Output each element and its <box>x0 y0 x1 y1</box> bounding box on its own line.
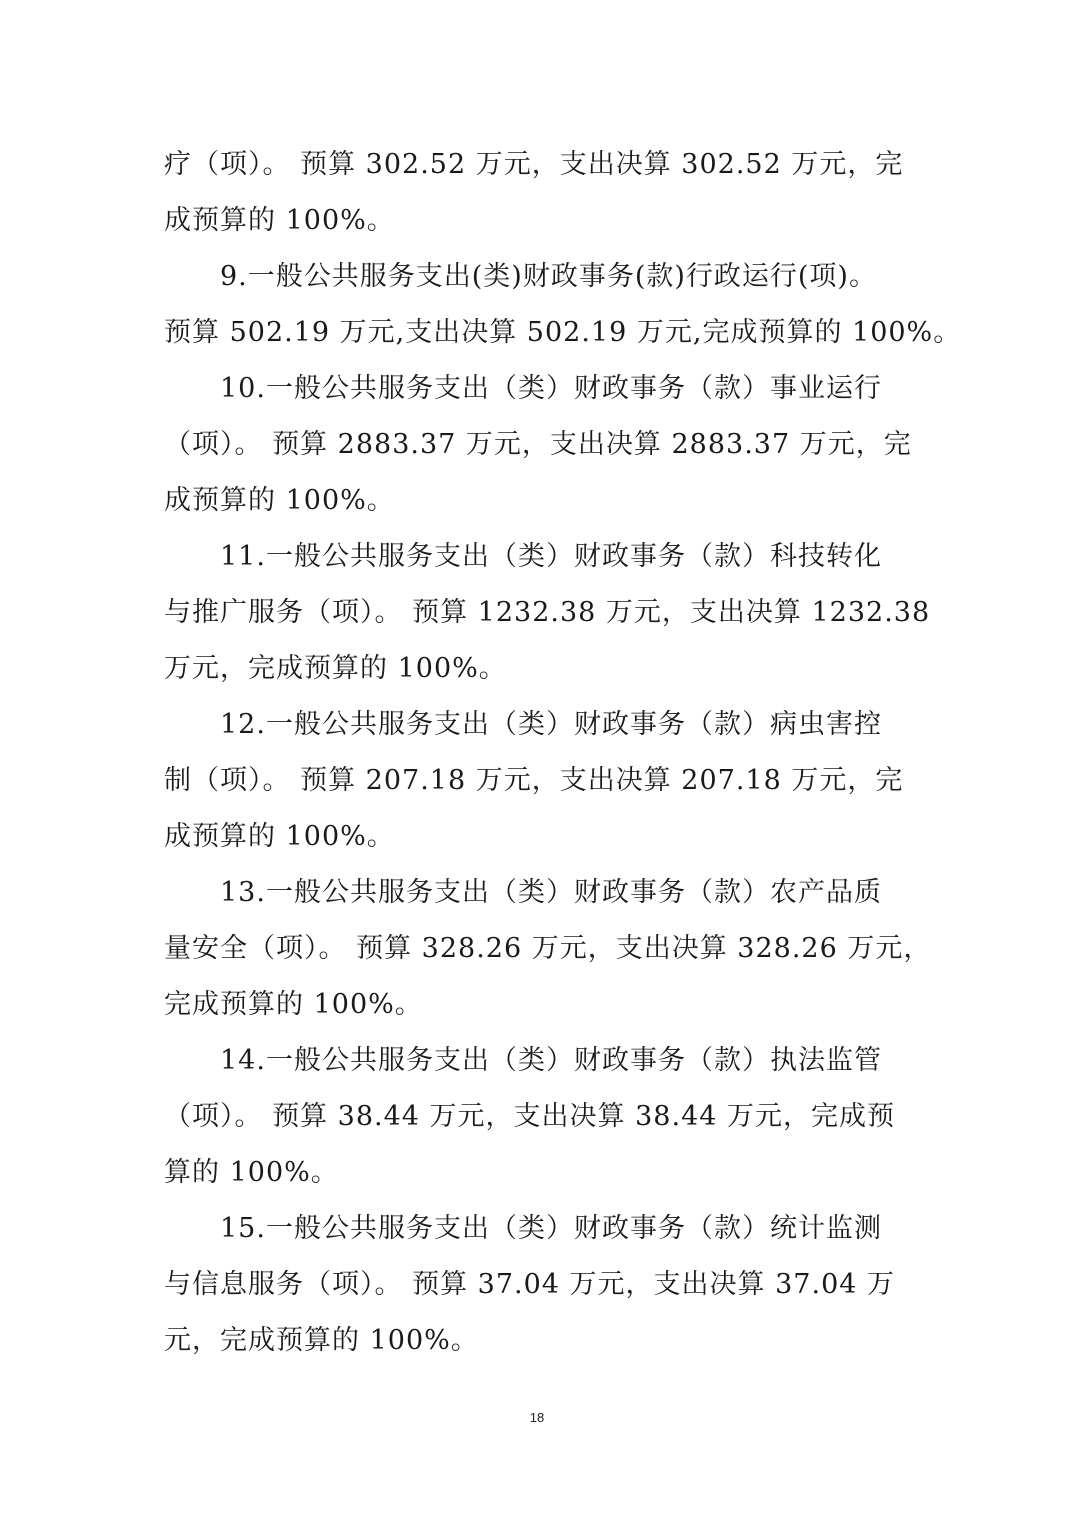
text-line: 成预算的 100%。 <box>164 821 395 852</box>
text-line: 与信息服务（项）。 预算 37.04 万元，支出决算 37.04 万 <box>164 1269 896 1300</box>
text-line: 制（项）。 预算 207.18 万元，支出决算 207.18 万元，完 <box>164 765 904 796</box>
text-line: （项）。 预算 2883.37 万元，支出决算 2883.37 万元，完 <box>164 429 912 460</box>
text-line: 元，完成预算的 100%。 <box>164 1325 479 1356</box>
paragraph-heading-15: 15.一般公共服务支出（类）财政事务（款）统计监测 <box>220 1213 882 1244</box>
text-line: 完成预算的 100%。 <box>164 989 423 1020</box>
text-line: 算的 100%。 <box>164 1157 339 1188</box>
text-line: 疗（项）。 预算 302.52 万元，支出决算 302.52 万元，完 <box>164 149 904 180</box>
text-line: 万元，完成预算的 100%。 <box>164 653 507 684</box>
paragraph-heading-14: 14.一般公共服务支出（类）财政事务（款）执法监管 <box>220 1045 882 1076</box>
paragraph-heading-13: 13.一般公共服务支出（类）财政事务（款）农产品质 <box>220 877 882 908</box>
paragraph-heading-9: 9.一般公共服务支出(类)财政事务(款)行政运行(项)。 <box>220 261 877 292</box>
text-line: 成预算的 100%。 <box>164 205 395 236</box>
text-line: 与推广服务（项）。 预算 1232.38 万元，支出决算 1232.38 <box>164 597 931 628</box>
text-line: 成预算的 100%。 <box>164 485 395 516</box>
page-number: 18 <box>529 1410 545 1425</box>
text-line: 量安全（项）。 预算 328.26 万元，支出决算 328.26 万元， <box>164 933 932 964</box>
text-line: 预算 502.19 万元,支出决算 502.19 万元,完成预算的 100%。 <box>164 317 962 348</box>
text-line: （项）。 预算 38.44 万元，支出决算 38.44 万元，完成预 <box>164 1101 896 1132</box>
paragraph-heading-12: 12.一般公共服务支出（类）财政事务（款）病虫害控 <box>220 709 882 740</box>
paragraph-heading-11: 11.一般公共服务支出（类）财政事务（款）科技转化 <box>220 541 882 572</box>
paragraph-heading-10: 10.一般公共服务支出（类）财政事务（款）事业运行 <box>220 373 882 404</box>
